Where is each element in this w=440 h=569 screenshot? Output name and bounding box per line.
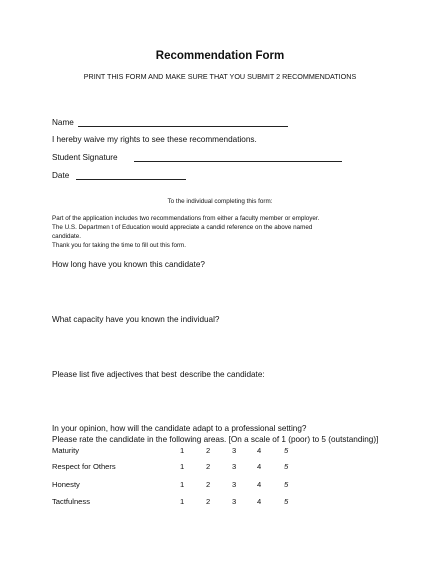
rating-area-label: Tactfulness bbox=[52, 497, 90, 506]
question-known-duration: How long have you known this candidate? bbox=[52, 260, 205, 269]
rating-option-1[interactable]: 1 bbox=[180, 462, 185, 471]
rating-area-label: Maturity bbox=[52, 446, 80, 455]
form-instruction: PRINT THIS FORM AND MAKE SURE THAT YOU SUBMIT 2 RECOMMENDATIONS bbox=[83, 72, 357, 81]
rating-option-2[interactable]: 2 bbox=[206, 446, 211, 455]
question-adjectives-part2: describe the candidate: bbox=[180, 370, 265, 379]
rating-option-2[interactable]: 2 bbox=[206, 480, 211, 489]
rating-instructions: Please rate the candidate in the following areas. [On a scale of 1 (poor) to 5 (outstanding)] bbox=[52, 435, 379, 444]
recommender-line: Thank you for taking the time to fill out this form. bbox=[52, 242, 187, 249]
waiver-text: I hereby waive my rights to see these recommendations. bbox=[52, 135, 257, 144]
recommender-line: Part of the application includes two recommendations from either a faculty member or employer. bbox=[52, 215, 320, 222]
rating-area-label: Respect for Others bbox=[52, 462, 116, 471]
rating-option-2[interactable]: 2 bbox=[206, 497, 211, 506]
rating-row bbox=[52, 462, 352, 472]
rating-option-2[interactable]: 2 bbox=[206, 462, 211, 471]
rating-option-3[interactable]: 3 bbox=[232, 462, 237, 471]
recommender-line: The U.S. Departmen t of Education would appreciate a candid reference on the above named bbox=[52, 224, 313, 231]
date-label: Date bbox=[52, 171, 70, 180]
rating-option-3[interactable]: 3 bbox=[232, 480, 237, 489]
recommender-line: candidate. bbox=[52, 233, 82, 240]
signature-field-line[interactable] bbox=[134, 161, 342, 162]
question-capacity: What capacity have you known the individual? bbox=[52, 315, 220, 324]
rating-option-4[interactable]: 4 bbox=[257, 497, 262, 506]
rating-row bbox=[52, 497, 352, 507]
rating-option-1[interactable]: 1 bbox=[180, 446, 185, 455]
rating-option-3[interactable]: 3 bbox=[232, 497, 237, 506]
rating-option-5[interactable]: 5 bbox=[284, 497, 289, 506]
rating-option-3[interactable]: 3 bbox=[232, 446, 237, 455]
rating-option-4[interactable]: 4 bbox=[257, 462, 262, 471]
form-title: Recommendation Form bbox=[155, 50, 285, 62]
rating-row bbox=[52, 446, 352, 456]
question-adjectives-part1: Please list five adjectives that best bbox=[52, 370, 177, 379]
rating-option-4[interactable]: 4 bbox=[257, 446, 262, 455]
rating-option-5[interactable]: 5 bbox=[284, 446, 289, 455]
signature-label: Student Signature bbox=[52, 153, 118, 162]
rating-option-5[interactable]: 5 bbox=[284, 480, 289, 489]
rating-option-1[interactable]: 1 bbox=[180, 480, 185, 489]
name-field-line[interactable] bbox=[78, 126, 288, 127]
question-professional-setting: In your opinion, how will the candidate adapt to a professional setting? bbox=[52, 424, 307, 433]
rating-row bbox=[52, 480, 352, 490]
rating-option-4[interactable]: 4 bbox=[257, 480, 262, 489]
date-field-line[interactable] bbox=[76, 179, 186, 180]
name-label: Name bbox=[52, 118, 74, 127]
rating-option-1[interactable]: 1 bbox=[180, 497, 185, 506]
rating-area-label: Honesty bbox=[52, 480, 80, 489]
rating-option-5[interactable]: 5 bbox=[284, 462, 289, 471]
recommender-heading: To the individual completing this form: bbox=[167, 198, 273, 205]
